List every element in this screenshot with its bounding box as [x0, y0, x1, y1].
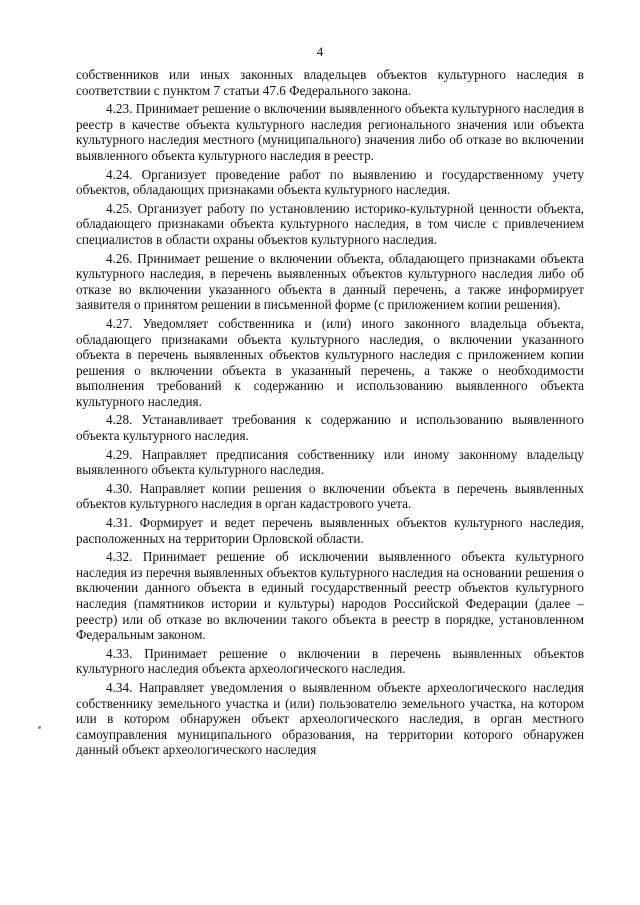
document-body	[76, 67, 584, 761]
paragraph-4-34: 4.34. Направляет уведомления о выявленном объекте археологического наследия собственнику земельного участка и (или) пользователю земельного участка, на котором или в котором обнаружен объект археологического наследия, в орган местного самоуправления муниципального образования, на территории которого обнаружен данный объект археологического наследия	[76, 679, 584, 758]
paragraph-4-32: 4.32. Принимает решение об исключении выявленного объекта культурного наследия из перечня выявленных объектов культурного наследия на основании решения о включении данного объекта в единый государственный реестр объектов культурного наследия (памятников истории и культуры) народов Российской Федерации (далее – реестр) или об отказе во включении такого объекта в реестр в порядке, установленном Федеральным законом.	[76, 549, 584, 643]
scan-speck	[38, 726, 41, 729]
paragraph-4-24: 4.24. Организует проведение работ по выявлению и государственному учету объектов, обладающих признаками объекта культурного наследия.	[76, 166, 584, 198]
page-number: 4	[316, 44, 324, 59]
paragraph-4-31: 4.31. Формирует и ведет перечень выявленных объектов культурного наследия, расположенных на территории Орловской области.	[76, 515, 584, 546]
paragraph-4-25: 4.25. Организует работу по установлению историко-культурной ценности объекта, обладающего признаками объекта культурного наследия, в том числе с привлечением специалистов в области охраны объектов культурного наследия.	[76, 200, 584, 247]
paragraph-4-26: 4.26. Принимает решение о включении объекта, обладающего признаками объекта культурного наследия, в перечень выявленных объектов культурного наследия либо об отказе во включении указанного объекта в данный перечень, а также информирует заявителя о принятом решении в письменной форме (с приложением копии решения).	[76, 250, 584, 313]
paragraph-4-29: 4.29. Направляет предписания собственнику или иному законному владельцу выявленного объекта культурного наследия.	[76, 446, 584, 478]
paragraph-4-33: 4.33. Принимает решение о включении в перечень выявленных объектов культурного наследия объекта археологического наследия.	[76, 645, 584, 677]
paragraph-4-28: 4.28. Устанавливает требования к содержанию и использованию выявленного объекта культурного наследия.	[76, 412, 584, 444]
paragraph-continuation: собственников или иных законных владельцев объектов культурного наследия в соответствии с пунктом 7 статьи 47.6 Федерального закона.	[76, 67, 584, 98]
paragraph-4-27: 4.27. Уведомляет собственника и (или) иного законного владельца объекта, обладающего признаками объекта культурного наследия, о включении указанного объекта в перечень выявленных объектов культурного наследия с приложением копии решения о включении объекта в указанный перечень, а также о необходимости выполнения требований к содержанию и использованию выявленного объекта культурного наследия.	[76, 315, 584, 409]
paragraph-4-30: 4.30. Направляет копии решения о включении объекта в перечень выявленных объектов культурного наследия в орган кадастрового учета.	[76, 480, 584, 512]
paragraph-4-23: 4.23. Принимает решение о включении выявленного объекта культурного наследия в реестр в качестве объекта культурного наследия регионального значения или объекта культурного наследия местного (муниципального) значения либо об отказе во включении выявленного объекта культурного наследия в реестр.	[76, 101, 584, 163]
